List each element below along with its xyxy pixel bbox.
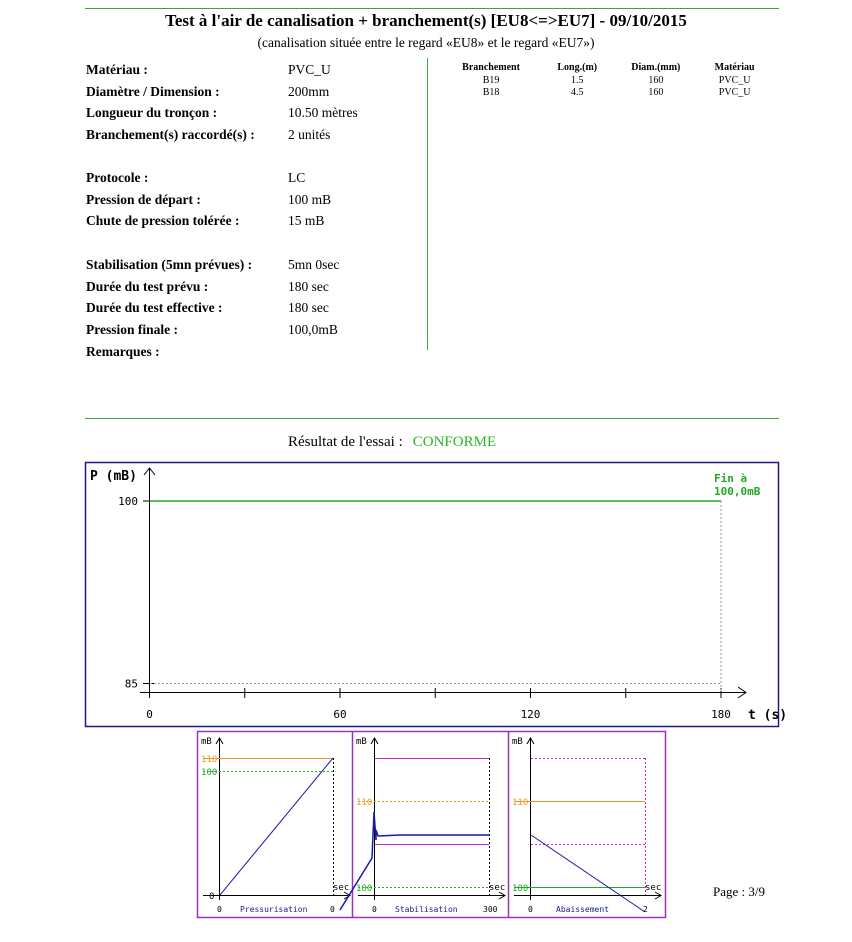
end-annotation-line2: 100,0mB — [714, 485, 761, 498]
result-label: Résultat de l'essai : — [288, 434, 403, 450]
result-status: CONFORME — [412, 434, 497, 450]
panel1-ytick-100: 100 — [201, 768, 218, 778]
panel2-xtick-end: 300 — [483, 905, 498, 914]
abaissement-panel — [512, 737, 661, 914]
page-number: Page : 3/9 — [713, 884, 765, 899]
header-long: Long.(m) — [557, 61, 598, 73]
y-axis-label: P (mB) — [90, 469, 137, 484]
table-cell: 4.5 — [571, 86, 584, 98]
pression-finale-value: 100,0mB — [288, 322, 338, 337]
materiau-value: PVC_U — [288, 62, 331, 77]
panel3-xtick-end: 2 — [643, 905, 648, 914]
header-materiau: Matériau — [714, 61, 755, 73]
chute-label: Chute de pression tolérée : — [86, 213, 240, 228]
panel1-ytick-110: 110 — [201, 755, 218, 765]
panel2-ytick-100: 100 — [356, 884, 373, 894]
x-tick-label: 120 — [520, 708, 541, 721]
panel1-caption: Pressurisation — [240, 905, 308, 914]
chute-value: 15 mB — [288, 213, 325, 228]
duree-effective-label: Durée du test effective : — [86, 300, 223, 315]
branchements-label: Branchement(s) raccordé(s) : — [86, 127, 255, 142]
panel1-xlabel: sec — [333, 883, 350, 893]
panel1-ytick-0: 0 — [209, 892, 215, 902]
panel2-ytick-110: 110 — [356, 798, 373, 808]
table-cell: PVC_U — [718, 74, 751, 86]
protocole-value: LC — [288, 170, 306, 185]
pressurisation-panel — [201, 737, 350, 914]
remarques-label: Remarques : — [86, 344, 160, 359]
panel1-ylabel: mB — [201, 737, 212, 747]
table-cell: B19 — [482, 74, 500, 86]
panel2-ylabel: mB — [356, 737, 367, 747]
y-tick-label: 85 — [124, 677, 138, 691]
diametre-value: 200mm — [288, 84, 330, 99]
x-axis-label: t (s) — [748, 708, 788, 723]
protocole-label: Protocole : — [86, 170, 149, 185]
panel3-xtick-start: 0 — [528, 905, 533, 914]
panel3-caption: Abaissement — [556, 905, 609, 914]
panel2-caption: Stabilisation — [395, 905, 458, 914]
stabilisation-label: Stabilisation (5mn prévues) : — [86, 257, 253, 272]
panel1-xtick-start: 0 — [217, 905, 222, 914]
panel3-xlabel: sec — [645, 883, 662, 893]
header-diam: Diam.(mm) — [631, 61, 681, 73]
table-cell: B18 — [482, 86, 500, 98]
table-cell: 1.5 — [571, 74, 584, 86]
panel2-xlabel: sec — [489, 883, 506, 893]
y-tick-label: 100 — [118, 495, 138, 508]
pression-depart-label: Pression de départ : — [86, 192, 201, 207]
materiau-label: Matériau : — [86, 62, 148, 77]
page-title: Test à l'air de canalisation + branchement(s) [EU8<=>EU7] - 09/10/2015 — [165, 11, 687, 30]
longueur-value: 10.50 mètres — [288, 105, 358, 120]
diametre-label: Diamètre / Dimension : — [86, 84, 220, 99]
branchements-value: 2 unités — [288, 127, 331, 142]
x-tick-label: 60 — [333, 708, 347, 721]
panel2-xtick-start: 0 — [372, 905, 377, 914]
panel3-ylabel: mB — [512, 737, 523, 747]
pression-depart-value: 100 mB — [288, 192, 332, 207]
stabilisation-panel — [340, 737, 505, 914]
phase-charts-frame — [198, 732, 666, 918]
duree-prevu-label: Durée du test prévu : — [86, 279, 209, 294]
x-tick-label: 0 — [146, 708, 153, 721]
duree-effective-value: 180 sec — [288, 300, 329, 315]
table-cell: 160 — [648, 86, 664, 98]
panel1-pressure-line — [220, 758, 333, 895]
pression-finale-label: Pression finale : — [86, 322, 178, 337]
x-tick-label: 180 — [711, 708, 731, 721]
longueur-label: Longueur du tronçon : — [86, 105, 218, 120]
table-cell: 160 — [648, 74, 664, 86]
panel1-xtick-end: 0 — [330, 905, 335, 914]
header-branchement: Branchement — [462, 61, 520, 73]
end-annotation-line1: Fin à — [714, 472, 748, 485]
panel3-ytick-100: 100 — [512, 884, 529, 894]
duree-prevu-value: 180 sec — [288, 279, 329, 294]
page-subtitle: (canalisation située entre le regard «EU8» et le regard «EU7») — [257, 35, 595, 50]
panel3-ytick-110: 110 — [512, 798, 529, 808]
table-cell: PVC_U — [718, 86, 751, 98]
stabilisation-value: 5mn 0sec — [288, 257, 340, 272]
panel3-pressure-line — [531, 835, 645, 912]
